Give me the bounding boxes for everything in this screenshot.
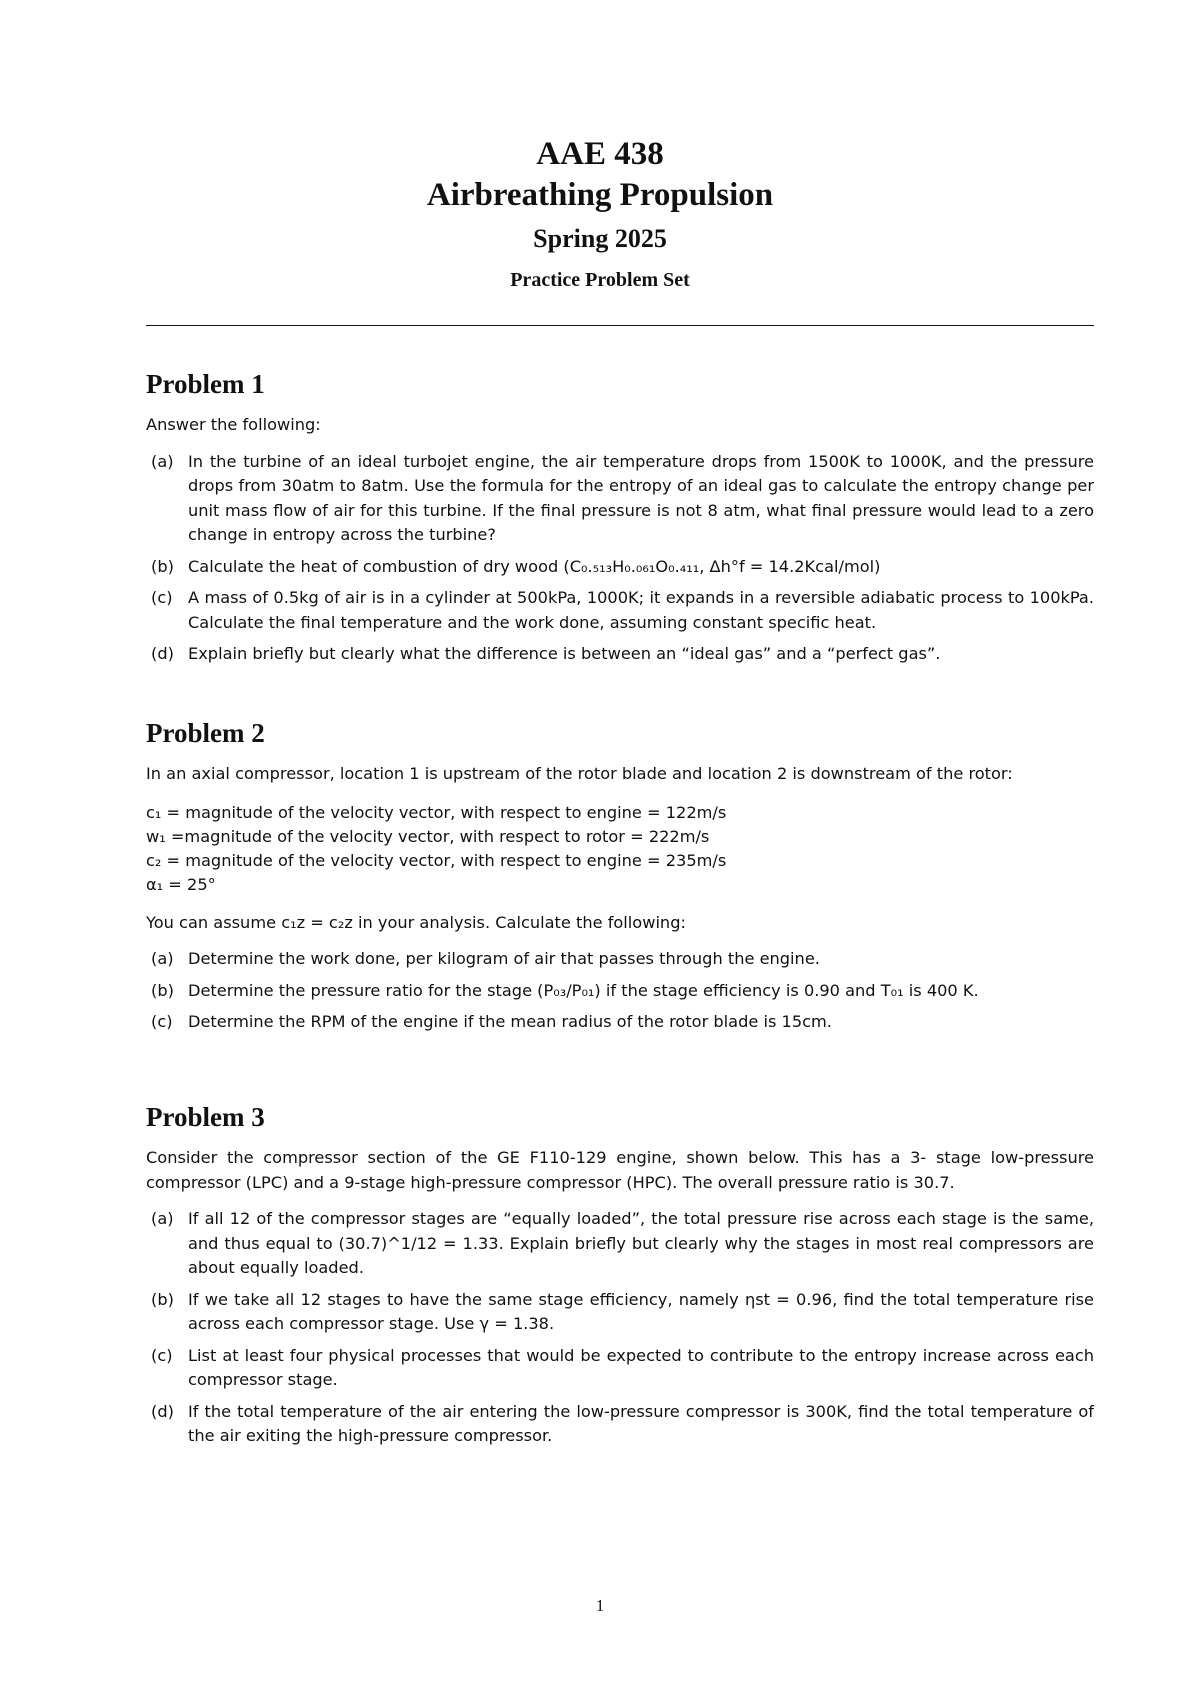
item-label: (d) xyxy=(151,644,174,663)
item-text: Determine the RPM of the engine if the mean radius of the rotor blade is 15cm. xyxy=(188,1012,832,1031)
problem-2-item-b xyxy=(146,979,1094,1004)
item-text: Determine the pressure ratio for the stage (P₀₃/P₀₁) if the stage efficiency is 0.90 and T₀₁ is 400 K. xyxy=(188,980,979,1000)
problem-2-items xyxy=(146,947,1094,1035)
item-label: (a) xyxy=(151,949,174,968)
problem-1-item-d xyxy=(146,642,1094,667)
problem-1-section xyxy=(146,367,1094,674)
problem-3-item-c xyxy=(146,1344,1094,1393)
problem-1-items xyxy=(146,450,1094,667)
problem-3-item-d xyxy=(146,1400,1094,1449)
problem-2-title: Problem 2 xyxy=(146,718,265,748)
item-text: Explain briefly but clearly what the difference is between an “ideal gas” and a “perfect gas”. xyxy=(188,644,941,663)
header-divider xyxy=(146,325,1094,326)
given-value: w₁ =magnitude of the velocity vector, with respect to rotor = 222m/s xyxy=(146,826,710,846)
problem-3-item-a xyxy=(146,1207,1094,1281)
problem-1-intro: Answer the following: xyxy=(146,415,321,434)
problem-3-intro: Consider the compressor section of the GE F110-129 engine, shown below. This has a 3- stage low-pressure compressor (LPC) and a 9-stage high-pressure compressor (HPC). The overall pressure ratio is 30.7. xyxy=(146,1148,1094,1192)
item-text: If we take all 12 stages to have the same stage efficiency, namely ηst = 0.96, find the total temperature rise across each compressor stage. Use γ = 1.38. xyxy=(188,1289,1094,1333)
problem-2-given-values xyxy=(146,801,1094,897)
problem-3-item-b xyxy=(146,1288,1094,1337)
item-label: (a) xyxy=(151,1209,174,1228)
given-value: c₁ = magnitude of the velocity vector, with respect to engine = 122m/s xyxy=(146,802,727,822)
item-text: Determine the work done, per kilogram of air that passes through the engine. xyxy=(188,949,820,968)
document-header xyxy=(0,134,1200,294)
page-number: 1 xyxy=(595,1596,605,1615)
item-label: (b) xyxy=(151,1289,174,1309)
item-label: (a) xyxy=(151,451,174,471)
problem-1-title: Problem 1 xyxy=(146,369,265,399)
problem-2-intro: In an axial compressor, location 1 is upstream of the rotor blade and location 2 is downstream of the rotor: xyxy=(146,764,1013,783)
problem-1-item-a xyxy=(146,450,1094,548)
item-text: In the turbine of an ideal turbojet engine, the air temperature drops from 1500K to 1000K, and the pressure drops from 30atm to 8atm. Use the formula for the entropy of an ideal gas to calculate the entropy change per unit mass flow of air for this turbine. If the final pressure is not 8 atm, what final pressure would lead to a zero change in entropy across the turbine? xyxy=(188,451,1094,544)
given-value: c₂ = magnitude of the velocity vector, with respect to engine = 235m/s xyxy=(146,850,727,870)
item-label: (c) xyxy=(151,1345,173,1365)
problem-1-item-b xyxy=(146,555,1094,580)
course-code: AAE 438 xyxy=(536,136,664,172)
problem-1-item-c xyxy=(146,586,1094,635)
item-text: A mass of 0.5kg of air is in a cylinder at 500kPa, 1000K; it expands in a reversible adiabatic process to 100kPa. Calculate the final temperature and the work done, assuming constant specific heat. xyxy=(188,588,1094,632)
item-label: (b) xyxy=(151,980,174,1000)
problem-3-section xyxy=(146,1100,1094,1456)
problem-2-section xyxy=(146,716,1094,1042)
item-label: (c) xyxy=(151,1012,173,1031)
item-label: (b) xyxy=(151,556,174,576)
problem-3-items xyxy=(146,1207,1094,1449)
item-label: (c) xyxy=(151,588,173,607)
item-text: List at least four physical processes that would be expected to contribute to the entropy increase across each compressor stage. xyxy=(188,1345,1094,1389)
item-text: If the total temperature of the air entering the low-pressure compressor is 300K, find the total temperature of the air exiting the high-pressure compressor. xyxy=(188,1401,1094,1445)
problem-2-assumption: You can assume c₁z = c₂z in your analysis. Calculate the following: xyxy=(146,912,686,932)
item-label: (d) xyxy=(151,1401,174,1421)
problem-3-title: Problem 3 xyxy=(146,1102,265,1132)
problem-2-item-a xyxy=(146,947,1094,972)
problem-2-item-c xyxy=(146,1010,1094,1035)
item-text: Calculate the heat of combustion of dry wood (C₀.₅₁₃H₀.₀₆₁O₀.₄₁₁, Δh°f = 14.2Kcal/mol) xyxy=(188,556,881,576)
course-title: Airbreathing Propulsion xyxy=(426,177,774,213)
given-value: α₁ = 25° xyxy=(146,874,216,894)
item-text: If all 12 of the compressor stages are “equally loaded”, the total pressure rise across each stage is the same, and thus equal to (30.7)^1/12 = 1.33. Explain briefly but clearly why the stages in most real compressors are about equally loaded. xyxy=(188,1209,1094,1277)
term: Spring 2025 xyxy=(533,224,667,253)
document-subtitle: Practice Problem Set xyxy=(510,269,690,291)
